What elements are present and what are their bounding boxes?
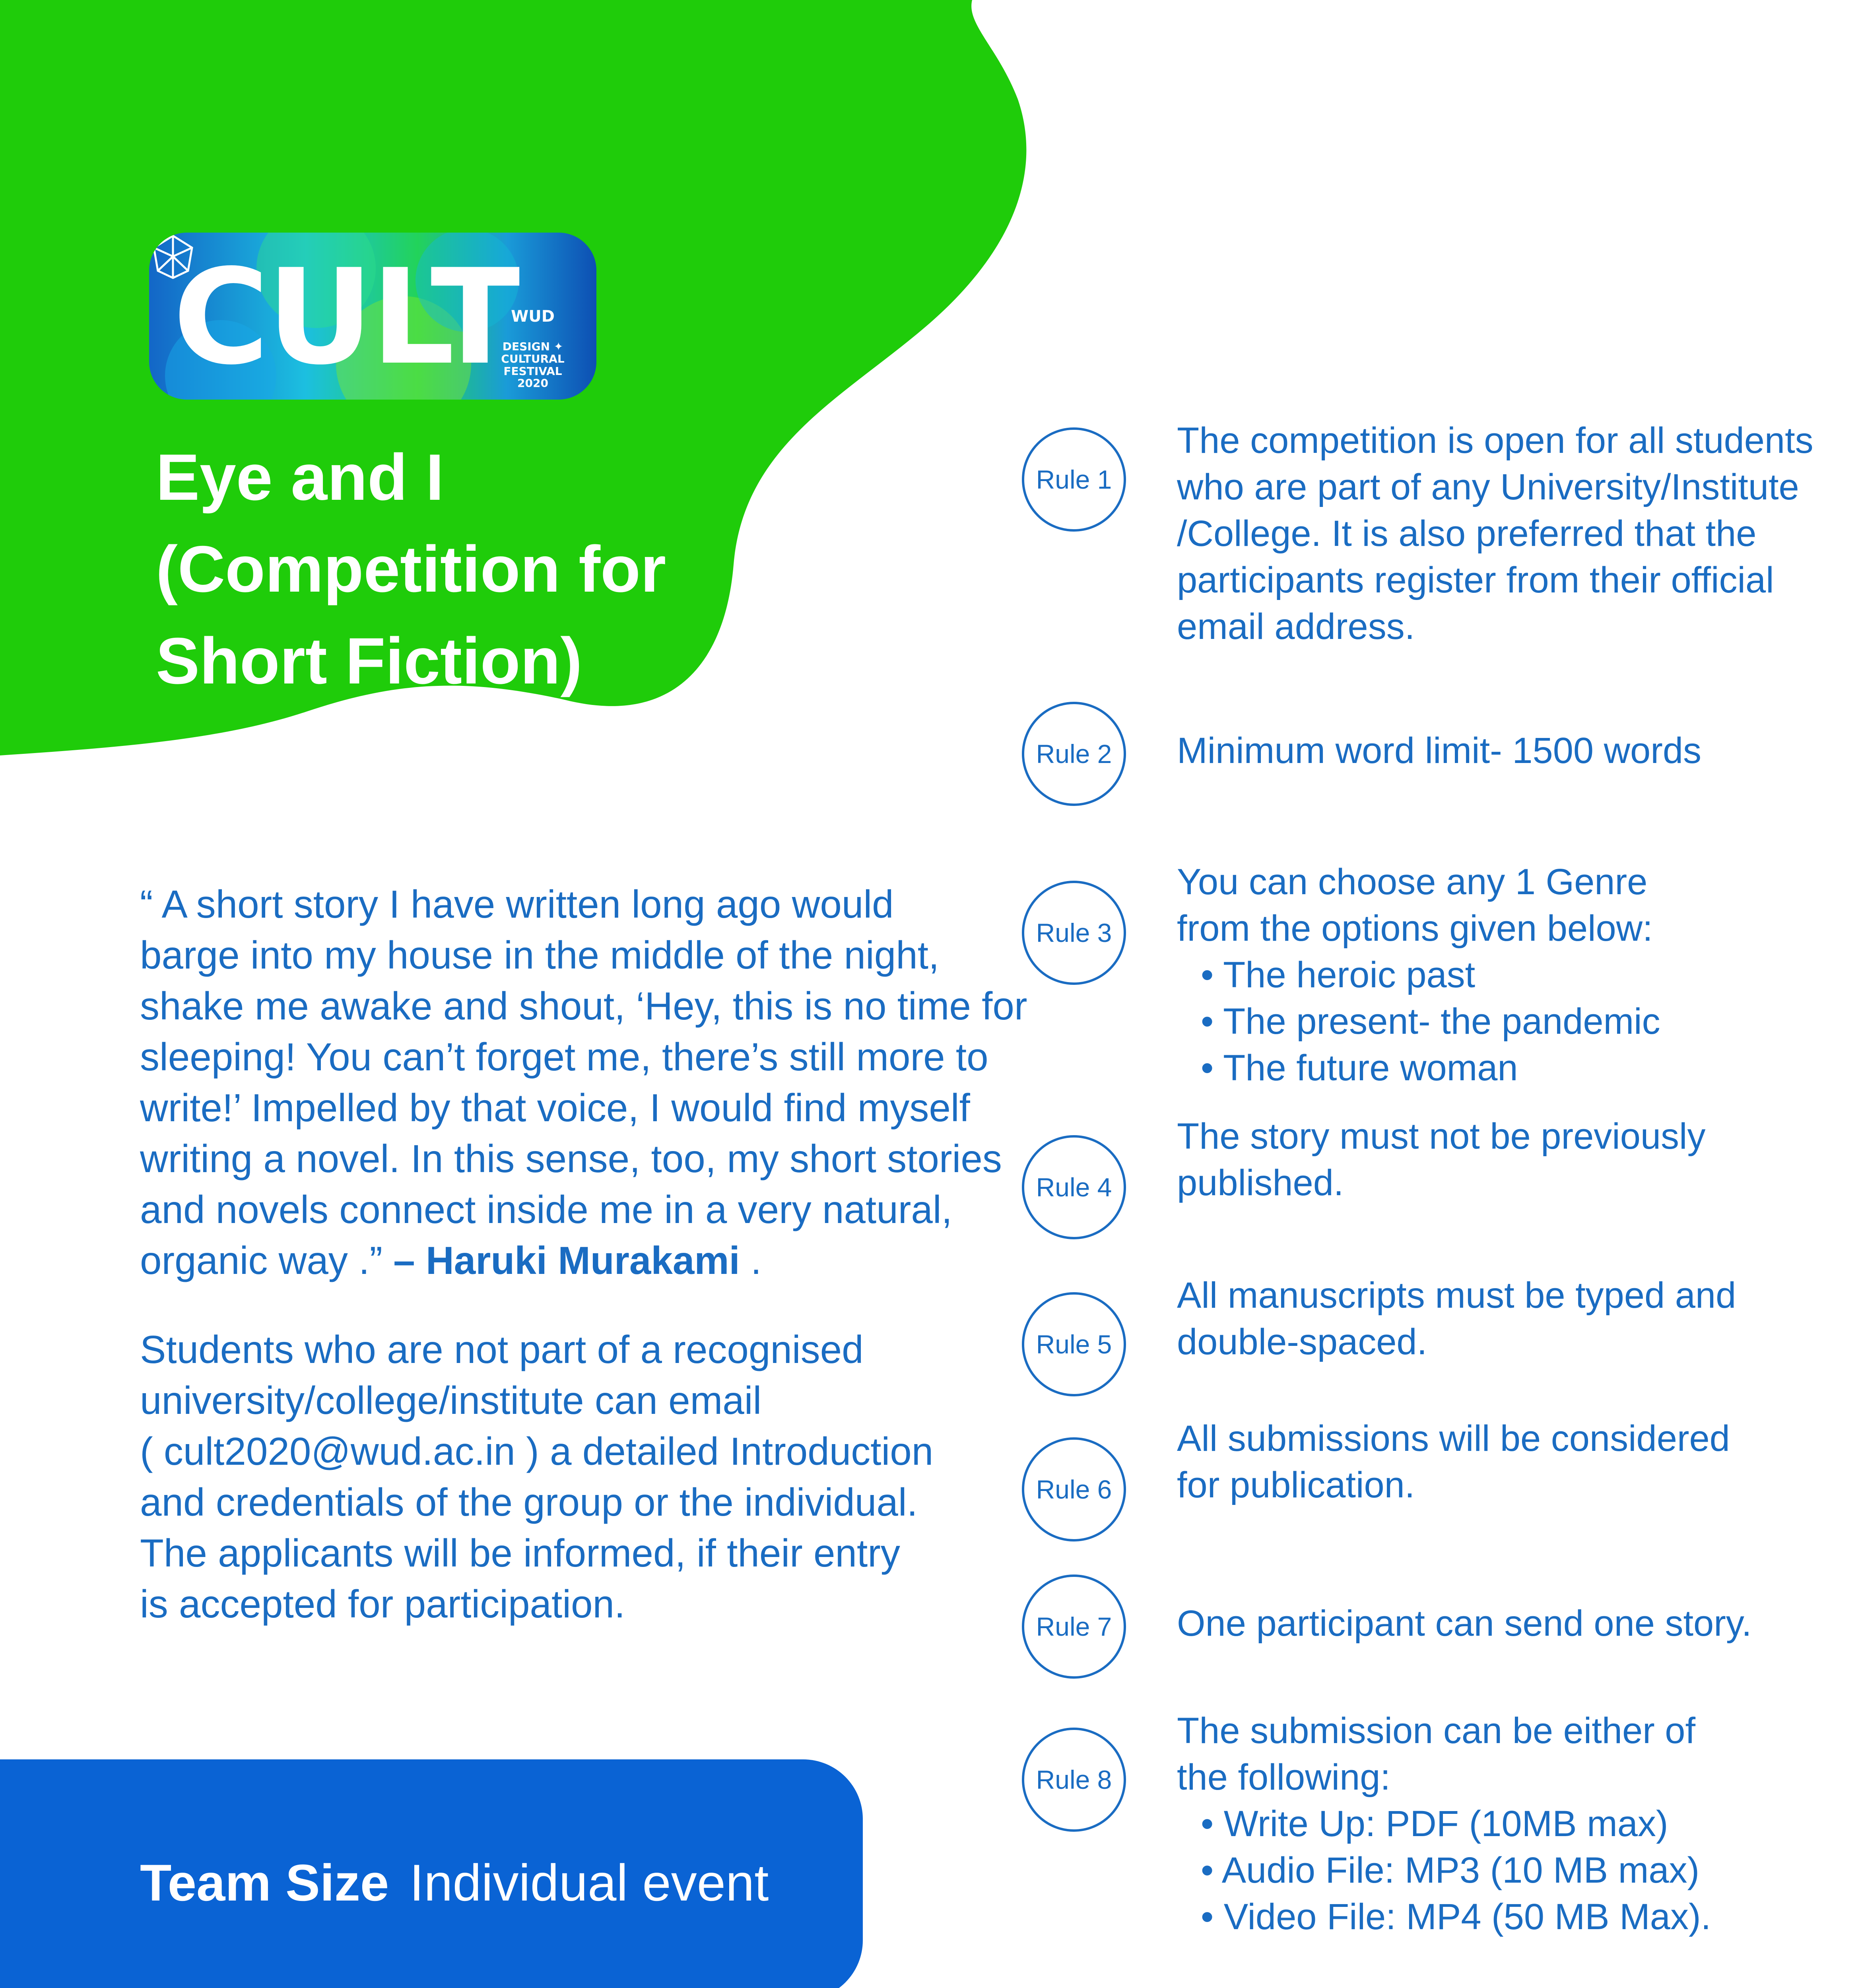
team-size-value: Individual event	[410, 1854, 769, 1912]
rule-badge: Rule 1	[1022, 427, 1126, 532]
rule-text	[1177, 859, 1845, 1091]
rule-text	[1177, 417, 1845, 650]
rule-line: double-spaced.	[1177, 1322, 1427, 1362]
rule-text	[1177, 1708, 1845, 1940]
rule-line: The submission can be either of	[1177, 1710, 1696, 1751]
quote-line: “ A short story I have written long ago would	[140, 882, 894, 926]
rule-bullet: • The heroic past	[1201, 955, 1476, 995]
rule-text	[1177, 1415, 1845, 1508]
rule-bullet: • Write Up: PDF (10MB max)	[1201, 1804, 1668, 1844]
title-line: Short Fiction)	[156, 624, 582, 697]
rule-line: email address.	[1177, 606, 1415, 647]
rule-line: Minimum word limit- 1500 words	[1177, 730, 1701, 771]
eligibility-note	[140, 1324, 995, 1629]
rule-line: participants register from their official	[1177, 560, 1774, 600]
rule-line: One participant can send one story.	[1177, 1603, 1752, 1644]
rule-text	[1177, 728, 1845, 774]
rule-bullet: • The future woman	[1201, 1048, 1518, 1088]
rule-line: The competition is open for all students	[1177, 420, 1813, 461]
logo-tagline: DESIGN ✦ CULTURAL FESTIVAL 2020	[501, 340, 565, 390]
rule-line: the following:	[1177, 1757, 1390, 1798]
rule-bullet: • Audio File: MP3 (10 MB max)	[1201, 1850, 1700, 1891]
wud-emblem-icon	[149, 233, 197, 280]
logo-wordmark: CULT	[173, 241, 518, 394]
rule-bullet: • Video File: MP4 (50 MB Max).	[1201, 1897, 1711, 1937]
quote-line: shake me awake and shout, ‘Hey, this is no time for	[140, 984, 1027, 1028]
note-line: ( cult2020@wud.ac.in ) a detailed Introduction	[140, 1429, 934, 1473]
rule-badge: Rule 5	[1022, 1292, 1126, 1396]
page-title	[156, 431, 752, 707]
rule-text	[1177, 1272, 1845, 1365]
rule-badge: Rule 7	[1022, 1574, 1126, 1679]
note-line: Students who are not part of a recognised	[140, 1328, 864, 1371]
quote-author: – Haruki Murakami	[393, 1239, 740, 1282]
cult-logo	[149, 233, 596, 400]
title-line: Eye and I	[156, 441, 444, 514]
note-line: university/college/institute can email	[140, 1378, 762, 1422]
team-size-banner	[0, 1759, 863, 1988]
rule-bullet: • The present- the pandemic	[1201, 1001, 1660, 1042]
rule-line: from the options given below:	[1177, 908, 1653, 949]
rule-line: /College. It is also preferred that the	[1177, 513, 1757, 554]
rule-line: for publication.	[1177, 1465, 1415, 1505]
rule-badge: Rule 2	[1022, 702, 1126, 806]
rule-badge: Rule 6	[1022, 1437, 1126, 1541]
quote-line: sleeping! You can’t forget me, there’s still more to	[140, 1035, 988, 1079]
quote-line: barge into my house in the middle of the night,	[140, 933, 940, 977]
rule-text	[1177, 1113, 1845, 1206]
logo-org: WUD	[511, 307, 555, 326]
rule-badge: Rule 3	[1022, 881, 1126, 985]
title-line: (Competition for	[156, 532, 666, 606]
note-line: and credentials of the group or the individual.	[140, 1480, 918, 1524]
note-line: The applicants will be informed, if their entry	[140, 1531, 900, 1575]
rule-line: All manuscripts must be typed and	[1177, 1275, 1736, 1316]
rule-line: You can choose any 1 Genre	[1177, 862, 1648, 902]
team-size-label: Team Size	[140, 1854, 389, 1912]
rule-line: published.	[1177, 1163, 1344, 1203]
quote-last-line: organic way .” – Haruki Murakami .	[140, 1239, 762, 1282]
murakami-quote	[140, 879, 1027, 1286]
quote-line: write!’ Impelled by that voice, I would find myself	[140, 1086, 970, 1130]
quote-line: writing a novel. In this sense, too, my short stories	[140, 1137, 1002, 1180]
rule-text	[1177, 1600, 1845, 1647]
rule-line: All submissions will be considered	[1177, 1418, 1730, 1459]
quote-line: and novels connect inside me in a very natural,	[140, 1188, 952, 1231]
rule-badge: Rule 4	[1022, 1135, 1126, 1239]
rule-badge: Rule 8	[1022, 1728, 1126, 1832]
rule-line: who are part of any University/Institute	[1177, 467, 1799, 507]
rule-line: The story must not be previously	[1177, 1116, 1706, 1157]
note-line: is accepted for participation.	[140, 1582, 625, 1626]
